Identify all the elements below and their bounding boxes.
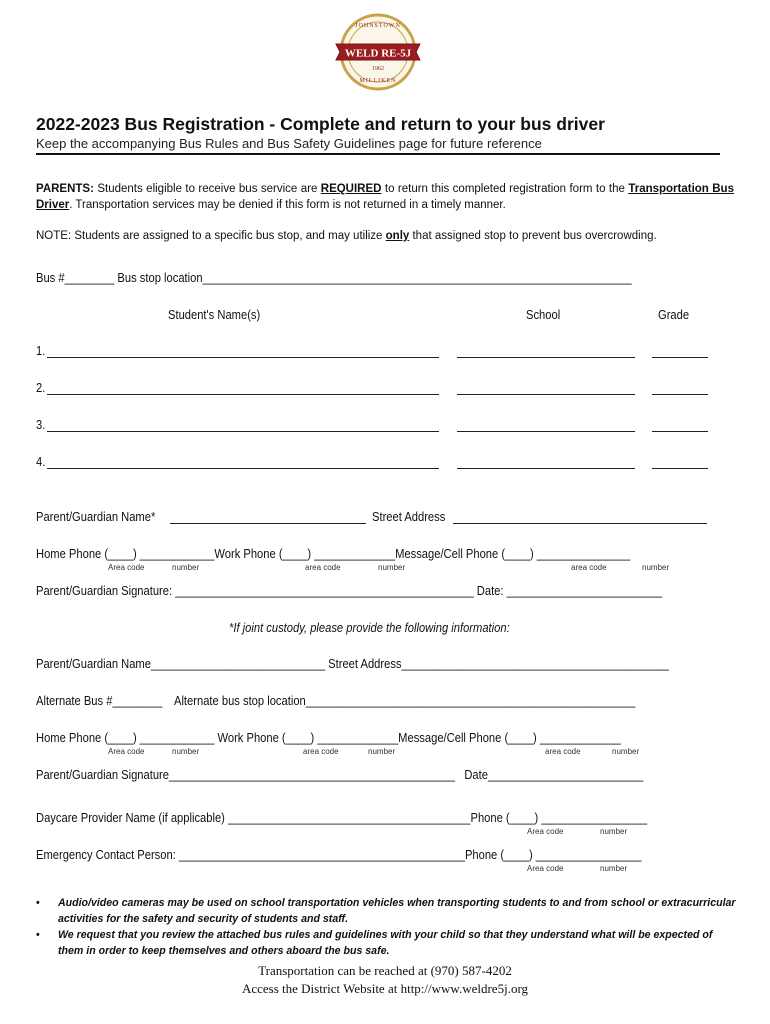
only-emphasis: only bbox=[385, 230, 410, 242]
notice-list bbox=[36, 896, 736, 960]
emergency-contact-field[interactable]: Emergency Contact Person: ______________________________________________Phone (____) _________________ bbox=[36, 847, 642, 862]
student-row-number: 3. bbox=[36, 417, 46, 432]
grade-input[interactable] bbox=[652, 394, 708, 395]
note-text-1: NOTE: Students are assigned to a specific bus stop, and may utilize bbox=[36, 230, 386, 242]
list-item bbox=[36, 896, 736, 927]
note-text-2: that assigned stop to prevent bus overcrowding. bbox=[409, 230, 657, 242]
bullet-icon: • bbox=[36, 897, 40, 909]
number-hint: number bbox=[172, 563, 200, 572]
parents-text-3: . Transportation services may be denied if this form is not returned in a timely manner. bbox=[69, 199, 506, 211]
district-logo bbox=[332, 12, 424, 96]
parents-text-1: Students eligible to receive bus service are bbox=[93, 183, 321, 195]
student-row-number: 4. bbox=[36, 454, 46, 469]
page-title: 2022-2023 Bus Registration - Complete and return to your bus driver bbox=[36, 114, 605, 134]
grade-input[interactable] bbox=[652, 431, 708, 432]
area-code-hint: Area code bbox=[108, 747, 145, 756]
area-code-hint: Area code bbox=[527, 827, 564, 836]
student-row-number: 2. bbox=[36, 380, 46, 395]
street-address-label: Street Address bbox=[372, 509, 446, 524]
area-code-hint: Area code bbox=[527, 864, 564, 873]
area-code-hint: area code bbox=[305, 563, 341, 572]
area-code-hint: area code bbox=[303, 747, 339, 756]
note-paragraph bbox=[36, 228, 734, 244]
logo-top-text: JOHNSTOWN bbox=[355, 23, 401, 29]
joint-custody-note: *If joint custody, please provide the following information: bbox=[229, 620, 510, 635]
bullet-text: We request that you review the attached bus rules and guidelines with your child so that they understand what will be expected of them in order to keep themselves and others aboard the bus safe. bbox=[58, 929, 713, 957]
number-hint: number bbox=[612, 747, 640, 756]
grade-input[interactable] bbox=[652, 468, 708, 469]
list-item bbox=[36, 928, 736, 959]
number-hint: number bbox=[172, 747, 200, 756]
area-code-hint: area code bbox=[545, 747, 581, 756]
student-row-number: 1. bbox=[36, 343, 46, 358]
school-input[interactable] bbox=[457, 431, 635, 432]
logo-banner-text: WELD RE-5J bbox=[344, 47, 412, 60]
number-hint: number bbox=[378, 563, 406, 572]
guardian-signature-field[interactable]: Parent/Guardian Signature: ________________________________________________ Date: _________________________ bbox=[36, 583, 663, 598]
parents-paragraph bbox=[36, 181, 734, 213]
area-code-hint: Area code bbox=[108, 563, 145, 572]
area-code-hint: area code bbox=[571, 563, 607, 572]
logo-year: 1962 bbox=[372, 66, 384, 72]
bus-number-field[interactable]: Bus #________ Bus stop location_____________________________________________________________________ bbox=[36, 270, 632, 285]
school-input[interactable] bbox=[457, 394, 635, 395]
bullet-icon: • bbox=[36, 929, 40, 941]
parents-text-2: to return this completed registration form to the bbox=[381, 183, 629, 195]
school-header: School bbox=[526, 307, 561, 322]
footer-phone: Transportation can be reached at (970) 587-4202 bbox=[258, 963, 512, 978]
guardian2-name-address-field[interactable]: Parent/Guardian Name____________________________ Street Address___________________________________________ bbox=[36, 656, 669, 671]
student-name-input[interactable] bbox=[47, 468, 439, 469]
grade-header: Grade bbox=[658, 307, 690, 322]
required-emphasis: REQUIRED bbox=[320, 183, 382, 195]
student-name-header: Student's Name(s) bbox=[168, 307, 261, 322]
student-name-input[interactable] bbox=[47, 357, 439, 358]
school-input[interactable] bbox=[457, 357, 635, 358]
phone-numbers-field[interactable]: Home Phone (____) ____________Work Phone (____) _____________Message/Cell Phone (____) _______________ bbox=[36, 546, 631, 561]
number-hint: number bbox=[642, 563, 670, 572]
number-hint: number bbox=[368, 747, 396, 756]
alternate-bus-field[interactable]: Alternate Bus #________ Alternate bus stop location_____________________________________________________ bbox=[36, 693, 636, 708]
daycare-provider-field[interactable]: Daycare Provider Name (if applicable) _______________________________________Phone (____) _________________ bbox=[36, 810, 648, 825]
number-hint: number bbox=[600, 827, 628, 836]
guardian2-phone-field[interactable]: Home Phone (____) ____________ Work Phone (____) _____________Message/Cell Phone (____) _____________ bbox=[36, 730, 621, 745]
page-subtitle: Keep the accompanying Bus Rules and Bus Safety Guidelines page for future reference bbox=[36, 136, 542, 151]
guardian2-signature-field[interactable]: Parent/Guardian Signature______________________________________________ Date_________________________ bbox=[36, 767, 644, 782]
student-name-input[interactable] bbox=[47, 431, 439, 432]
title-divider bbox=[36, 153, 720, 155]
street-address-input[interactable] bbox=[453, 523, 707, 524]
footer-website: Access the District Website at http://www.weldre5j.org bbox=[241, 981, 529, 996]
parents-lead: PARENTS: bbox=[36, 183, 94, 195]
bus-driver-emphasis: Transportation Bus Driver bbox=[36, 183, 734, 211]
logo-bottom-text: MILLIKEN bbox=[359, 78, 397, 84]
guardian-name-label: Parent/Guardian Name* bbox=[36, 509, 156, 524]
student-name-input[interactable] bbox=[47, 394, 439, 395]
number-hint: number bbox=[600, 864, 628, 873]
school-input[interactable] bbox=[457, 468, 635, 469]
grade-input[interactable] bbox=[652, 357, 708, 358]
bullet-text: Audio/video cameras may be used on school transportation vehicles when transporting students to and from school or extracurricular activities for the safety and security of students and staff. bbox=[58, 897, 736, 925]
guardian-name-input[interactable] bbox=[170, 523, 366, 524]
